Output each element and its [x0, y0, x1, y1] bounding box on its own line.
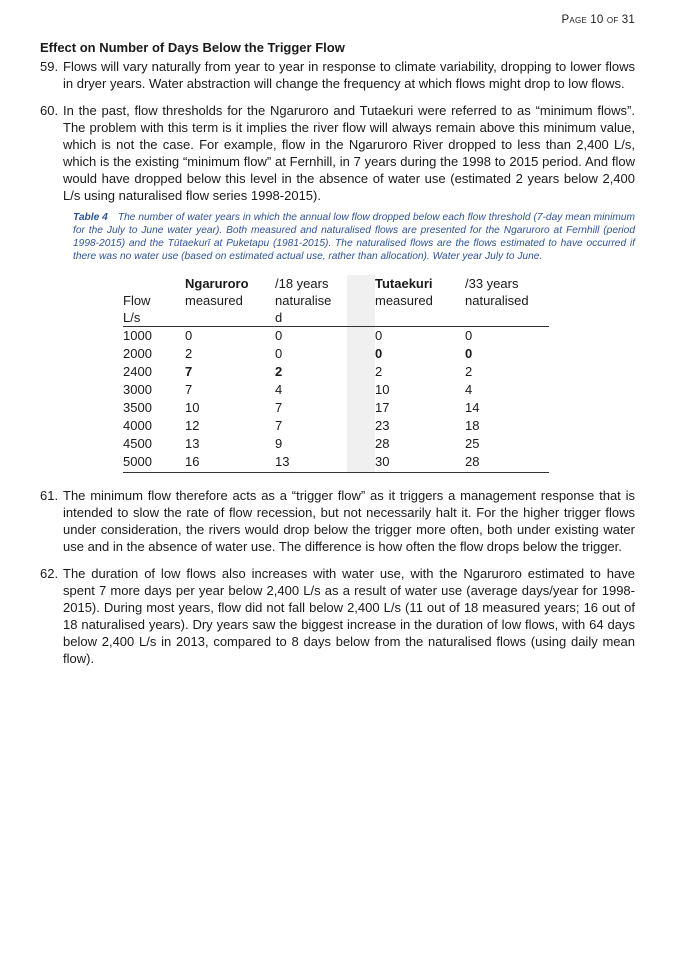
- table-row: [123, 417, 549, 435]
- header-units: L/s: [123, 309, 185, 327]
- header-ngaruroro: Ngaruroro: [185, 276, 249, 291]
- paragraph-number: 59.: [40, 59, 59, 74]
- cell-tu-naturalised: 0: [465, 346, 473, 361]
- table-caption-text: The number of water years in which the annual low flow dropped below each flow threshold (7-day mean minimum for the July to June water year). Both measured and naturalised flows are presented for the Ngaruroro at Fernhill (period 1998-2015) and the Tūtaekurī at Puketapu (1981-2015). The naturalised flows are the flows estimated to have occurred if there was no water use (based on estimated actual use, rather than allocation). Water year July to June.: [73, 212, 636, 262]
- cell-tu-measured: 10: [375, 382, 390, 397]
- table-caption-label: Table 4: [73, 212, 108, 223]
- cell-tu-naturalised: 2: [465, 364, 473, 379]
- header-ngaruroro-years: /18 years: [275, 276, 329, 291]
- cell-ng-measured: 10: [185, 400, 200, 415]
- cell-tu-measured: 17: [375, 400, 390, 415]
- cell-flow: 2400: [123, 364, 152, 379]
- section-heading: Effect on Number of Days Below the Trigger Flow: [40, 40, 345, 55]
- cell-ng-naturalised: 7: [275, 400, 283, 415]
- cell-ng-measured: 2: [185, 346, 193, 361]
- cell-tu-naturalised: 18: [465, 418, 480, 433]
- cell-ng-measured: 16: [185, 453, 275, 473]
- cell-ng-measured: 13: [185, 436, 200, 451]
- cell-tu-naturalised: 14: [465, 400, 480, 415]
- cell-tu-measured: 30: [375, 453, 465, 473]
- paragraph-59: [40, 58, 635, 92]
- cell-tu-measured: 0: [375, 346, 383, 361]
- header-flow: Flow: [123, 293, 151, 308]
- table-row: [123, 345, 549, 363]
- paragraph-61: [40, 487, 635, 555]
- cell-ng-naturalised: 9: [275, 436, 283, 451]
- cell-ng-measured: 0: [185, 328, 193, 343]
- cell-ng-naturalised: 2: [275, 364, 283, 379]
- table-header-row: [123, 309, 549, 327]
- cell-ng-measured: 7: [185, 364, 193, 379]
- cell-tu-measured: 28: [375, 436, 390, 451]
- cell-ng-naturalised: 13: [275, 453, 347, 473]
- header-tu-measured: measured: [375, 293, 433, 308]
- cell-tu-measured: 0: [375, 328, 383, 343]
- table-row: [123, 363, 549, 381]
- cell-flow: 3000: [123, 382, 152, 397]
- header-tu-naturalised: naturalised: [465, 293, 529, 308]
- cell-tu-naturalised: 0: [465, 328, 473, 343]
- table-row: [123, 381, 549, 399]
- paragraph-60: [40, 102, 635, 204]
- header-ng-naturalise: naturalise: [275, 293, 332, 308]
- cell-tu-naturalised: 28: [465, 453, 549, 473]
- cell-flow: 4000: [123, 418, 152, 433]
- document-body: [40, 40, 635, 677]
- cell-flow: 2000: [123, 346, 152, 361]
- table-header-row: [123, 292, 549, 309]
- paragraph-number: 62.: [40, 566, 59, 581]
- cell-ng-naturalised: 0: [275, 328, 283, 343]
- cell-flow: 1000: [123, 328, 152, 343]
- cell-ng-measured: 7: [185, 382, 193, 397]
- table-row: [123, 435, 549, 453]
- paragraph-number: 60.: [40, 103, 59, 118]
- table-row: [123, 327, 549, 346]
- paragraph-text: In the past, flow thresholds for the Ngaruroro and Tutaekuri were referred to as “minimum flows”. The problem with this term is it implies the river flow will always remain above this minimum value, which is not the case. For example, flow in the Ngaruroro River dropped to less than 2,400 L/s, which is the existing “minimum flow” at Fernhill, in 7 years during the 1998 to 2015 period. And flow would have dropped below this level in the absence of water use (estimated 2 years below 2,400 L/s using naturalised flow series 1998-2015).: [63, 103, 635, 203]
- header-ng-naturalise-wrap: d: [275, 309, 347, 327]
- table-caption: [73, 211, 635, 263]
- page-number: Page 10 of 31: [561, 14, 635, 26]
- paragraph-text: The duration of low flows also increases with water use, with the Ngaruroro estimated to have spent 7 more days per year below 2,400 L/s as a result of water use (average days/year for 1998-2015). During most years, flow did not fall below 2,400 L/s (11 out of 18 measured years; 16 out of 18 naturalised years). Dry years saw the biggest increase in the duration of low flows, with 64 days below 2,400 L/s in 2013, compared to 8 days below from the naturalised flows (using daily mean flow).: [63, 566, 635, 666]
- table-row: [123, 453, 549, 473]
- cell-flow: 5000: [123, 453, 185, 473]
- header-ng-measured: measured: [185, 293, 243, 308]
- paragraph-text: The minimum flow therefore acts as a “trigger flow” as it triggers a management response that is intended to slow the rate of flow recession, but not necessarily halt it. For the higher trigger flows under consideration, the rivers would drop below the trigger more often, both under existing water use and in the absence of water use. The difference is how often the flow drops below the trigger.: [63, 488, 635, 554]
- cell-ng-naturalised: 0: [275, 346, 283, 361]
- flow-threshold-table: [123, 275, 549, 473]
- cell-ng-naturalised: 7: [275, 418, 283, 433]
- cell-tu-naturalised: 4: [465, 382, 473, 397]
- cell-ng-naturalised: 4: [275, 382, 283, 397]
- table-row: [123, 399, 549, 417]
- cell-tu-measured: 2: [375, 364, 383, 379]
- cell-flow: 3500: [123, 400, 152, 415]
- paragraph-62: [40, 565, 635, 667]
- cell-flow: 4500: [123, 436, 152, 451]
- cell-tu-measured: 23: [375, 418, 390, 433]
- header-tutaekuri-years: /33 years: [465, 276, 519, 291]
- header-tutaekuri: Tutaekuri: [375, 276, 433, 291]
- table-header-row: [123, 275, 549, 292]
- cell-ng-measured: 12: [185, 418, 200, 433]
- cell-tu-naturalised: 25: [465, 436, 480, 451]
- paragraph-text: Flows will vary naturally from year to year in response to climate variability, dropping to lower flows in dryer years. Water abstraction will change the frequency at which flows might drop to low flows.: [63, 59, 635, 91]
- paragraph-number: 61.: [40, 488, 59, 503]
